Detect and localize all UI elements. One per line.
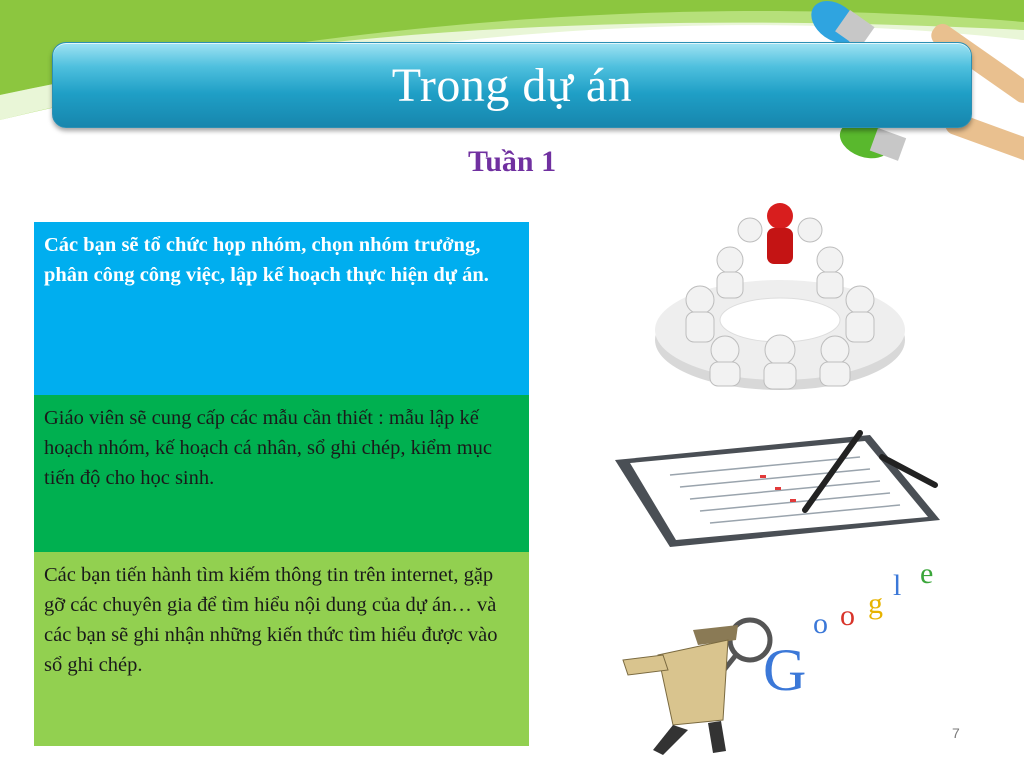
team-meeting-icon — [640, 200, 920, 395]
svg-text:G: G — [763, 637, 807, 703]
text-box-research: Các bạn tiến hành tìm kiếm thông tin trên internet, gặp gỡ các chuyên gia để tìm hiểu nội dung của dự án… và các bạn sẽ ghi nhận những kiến thức tìm hiểu được vào sổ ghi chép. — [34, 552, 529, 746]
slide-title: Trong dự án — [391, 58, 633, 112]
slide-subtitle: Tuần 1 — [467, 145, 557, 178]
google-detective-icon — [618, 545, 963, 760]
svg-text:e: e — [920, 557, 934, 590]
clipboard-pen-icon — [610, 425, 950, 550]
svg-text:g: g — [868, 587, 883, 620]
svg-text:o: o — [840, 599, 855, 632]
text-box-meeting: Các bạn sẽ tổ chức họp nhóm, chọn nhóm trưởng, phân công công việc, lập kế hoạch thực hiện dự án. — [34, 222, 529, 396]
title-bar — [52, 42, 972, 128]
text-box-teacher: Giáo viên sẽ cung cấp các mẫu cần thiết : mẫu lập kế hoạch nhóm, kế hoạch cá nhân, sổ ghi chép, kiểm mục tiến độ cho học sinh. — [34, 395, 529, 552]
svg-text:o: o — [813, 607, 828, 640]
svg-text:l: l — [893, 569, 902, 602]
page-number: 7 — [952, 725, 960, 741]
